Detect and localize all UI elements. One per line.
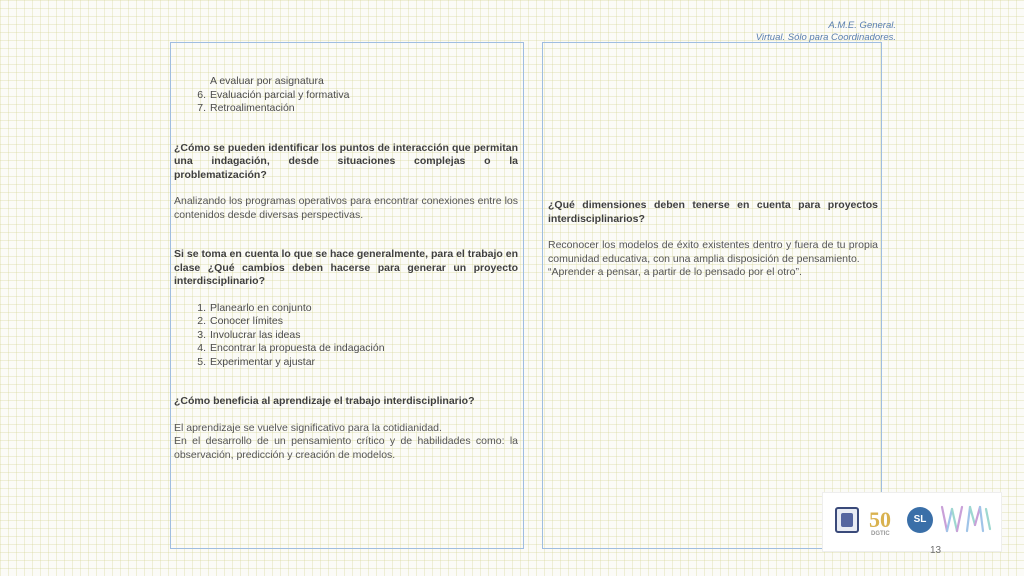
page-number: 13	[930, 545, 942, 556]
changes-list	[174, 302, 518, 370]
list-item: 7. Retroalimentación	[197, 102, 295, 114]
fifty-years-logo-icon: 50 DGTIC	[869, 507, 891, 537]
header-line-1: A.M.E. General.	[828, 20, 896, 31]
list-item: 3. Involucrar las ideas	[197, 328, 301, 341]
right-question-1: ¿Qué dimensiones deben tenerse en cuenta para proyectos interdisciplinarios?	[548, 199, 878, 225]
right-content	[548, 199, 878, 280]
right-panel	[542, 42, 882, 549]
logos-strip	[822, 492, 1002, 552]
sl-logo-icon: SL	[907, 507, 933, 533]
wm-logo-icon	[939, 503, 993, 535]
intro-item: A evaluar por asignatura	[210, 75, 324, 87]
header-line-2: Virtual. Sólo para Coordinadores.	[755, 32, 896, 43]
header	[756, 20, 896, 44]
list-item: 1. Planearlo en conjunto	[197, 301, 312, 314]
list-item: 2. Conocer límites	[197, 315, 283, 327]
list-item: 5. Experimentar y ajustar	[197, 355, 316, 368]
evaluation-list	[174, 89, 518, 116]
right-answer-1: Reconocer los modelos de éxito existentes dentro y fuera de tu propia comunidad educativa, con una amplia disposición de pensamiento.	[548, 239, 878, 265]
answer-1: Analizando los programas operativos para encontrar conexiones entre los contenidos desde diversas perspectivas.	[174, 195, 518, 221]
question-1: ¿Cómo se pueden identificar los puntos de interacción que permitan una indagación, desde situaciones complejas o la problematización?	[174, 141, 518, 181]
question-2: Si se toma en cuenta lo que se hace generalmente, para el trabajo en clase ¿Qué cambios deben hacerse para generar un proyecto interdisciplinario?	[174, 248, 518, 287]
answer-3-line-2: En el desarrollo de un pensamiento crítico y de habilidades como: la observación, predicción y creación de modelos.	[174, 435, 518, 461]
list-item: 4. Encontrar la propuesta de indagación	[197, 342, 385, 354]
list-item: 6. Evaluación parcial y formativa	[197, 88, 350, 101]
right-answer-2: “Aprender a pensar, a partir de lo pensado por el otro”.	[548, 266, 802, 278]
answer-3-line-1: El aprendizaje se vuelve significativo para la cotidianidad.	[174, 421, 442, 434]
unam-logo-icon	[835, 507, 859, 533]
question-3: ¿Cómo beneficia al aprendizaje el trabajo interdisciplinario?	[174, 395, 475, 407]
left-content	[174, 75, 518, 462]
